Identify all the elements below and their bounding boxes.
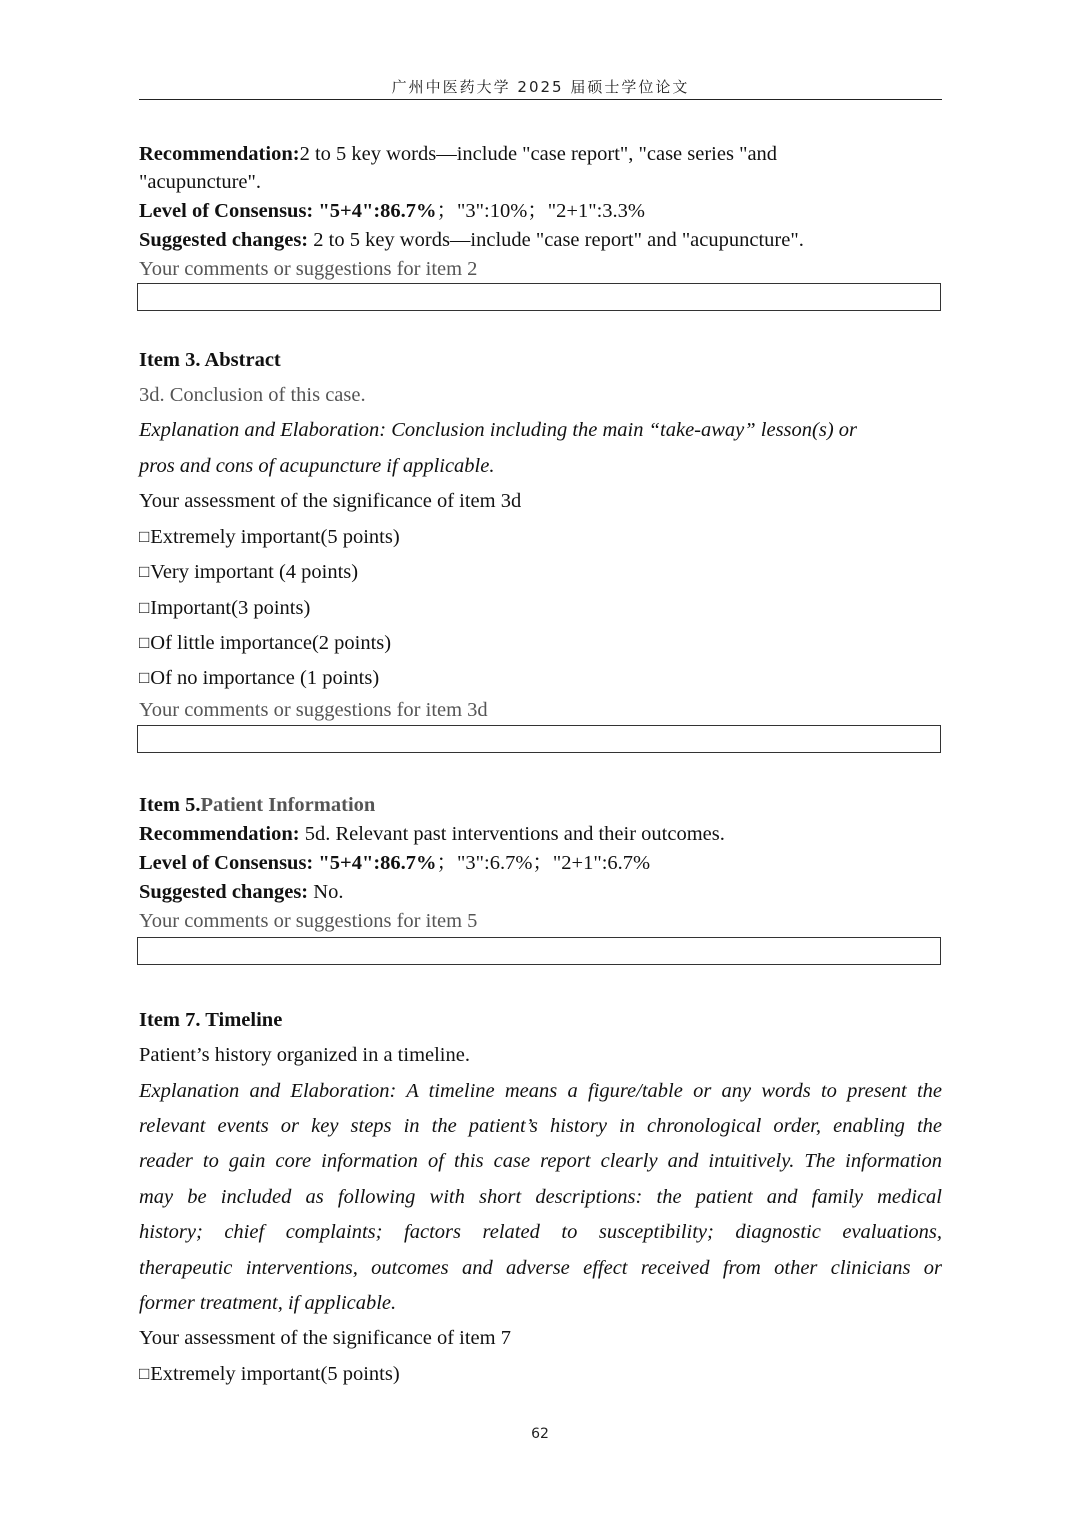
item3-option-2[interactable] [139,629,942,658]
item5-comment-box[interactable] [137,937,941,965]
item3-explanation-line-2: pros and cons of acupuncture if applicable. [139,455,495,477]
consensus-values: ；"3":6.7%；"2+1":6.7% [436,852,651,874]
item3-option-5[interactable] [139,523,942,552]
checkbox-icon[interactable]: □ [139,562,150,581]
item5-heading-number: Item 5. [139,794,201,816]
checkbox-icon[interactable]: □ [139,527,150,546]
item3-comment-prompt: Your comments or suggestions for item 3d [139,699,488,721]
option-label: Of little importance(2 points) [150,632,392,654]
recommendation-text: 2 to 5 key words—include "case report", "case series "and [299,143,778,165]
item2-recommendation-line-2: "acupuncture". [139,171,262,193]
running-header: 广州中医药大学 2025 届硕士学位论文 [391,78,690,96]
item5-heading-title: Patient Information [200,794,376,816]
item2-recommendation-line-1 [139,140,942,168]
item2-suggested-changes [139,226,942,254]
checkbox-icon[interactable]: □ [139,668,150,687]
consensus-label: Level of Consensus: "5+4":86.7% [139,200,437,222]
item7-subitem: Patient’s history organized in a timeline. [139,1044,470,1066]
item2-consensus [139,197,942,225]
option-label: Important(3 points) [150,597,311,619]
item3-option-3[interactable] [139,594,942,623]
item7-assessment-prompt: Your assessment of the significance of item 7 [139,1327,511,1349]
item5-recommendation [139,820,942,848]
page-number: 62 [531,1426,549,1442]
item7-explanation-line-3: reader to gain core information of this case report clearly and intuitively. The information [139,1150,942,1172]
item5-comment-prompt: Your comments or suggestions for item 5 [139,910,478,932]
option-label: Extremely important(5 points) [150,1363,400,1385]
item5-consensus [139,849,942,877]
consensus-values: ；"3":10%；"2+1":3.3% [436,200,645,222]
item3-heading: Item 3. Abstract [139,349,281,371]
checkbox-icon[interactable]: □ [139,1364,150,1383]
item3-explanation-line-1: Explanation and Elaboration: Conclusion including the main “take-away” lesson(s) or [139,419,858,441]
item3-assessment-prompt: Your assessment of the significance of item 3d [139,490,522,512]
item2-comment-box[interactable] [137,283,941,311]
item2-comment-prompt: Your comments or suggestions for item 2 [139,258,478,280]
recommendation-label: Recommendation: [139,823,300,845]
item7-heading: Item 7. Timeline [139,1009,283,1031]
item7-explanation-line-6: therapeutic interventions, outcomes and adverse effect received from other clinicians or [139,1257,942,1279]
item7-explanation-line-1: Explanation and Elaboration: A timeline means a figure/table or any words to present the [139,1080,942,1102]
option-label: Extremely important(5 points) [150,526,400,548]
header-divider [139,99,942,100]
option-label: Very important (4 points) [150,561,359,583]
option-label: Of no importance (1 points) [150,667,380,689]
recommendation-text: 5d. Relevant past interventions and their outcomes. [299,823,725,845]
item3-option-1[interactable] [139,664,942,693]
item7-explanation-line-4: may be included as following with short descriptions: the patient and family medical [139,1186,942,1208]
item7-explanation-line-7: former treatment, if applicable. [139,1292,397,1314]
item3-comment-box[interactable] [137,725,941,753]
item5-suggested-changes [139,878,942,906]
item3-subitem: 3d. Conclusion of this case. [139,384,366,406]
recommendation-label: Recommendation: [139,143,300,165]
item7-option-5[interactable] [139,1360,942,1389]
item7-explanation-line-5: history; chief complaints; factors related to susceptibility; diagnostic evaluations, [139,1221,942,1243]
consensus-label: Level of Consensus: "5+4":86.7% [139,852,437,874]
checkbox-icon[interactable]: □ [139,598,150,617]
item7-explanation-line-2: relevant events or key steps in the patient’s history in chronological order, enabling the [139,1115,942,1137]
changes-label: Suggested changes: [139,881,309,903]
changes-label: Suggested changes: [139,229,309,251]
item3-option-4[interactable] [139,558,942,587]
changes-text: 2 to 5 key words—include "case report" and "acupuncture". [308,229,804,251]
changes-text: No. [308,881,344,903]
checkbox-icon[interactable]: □ [139,633,150,652]
item5-heading [139,791,942,819]
